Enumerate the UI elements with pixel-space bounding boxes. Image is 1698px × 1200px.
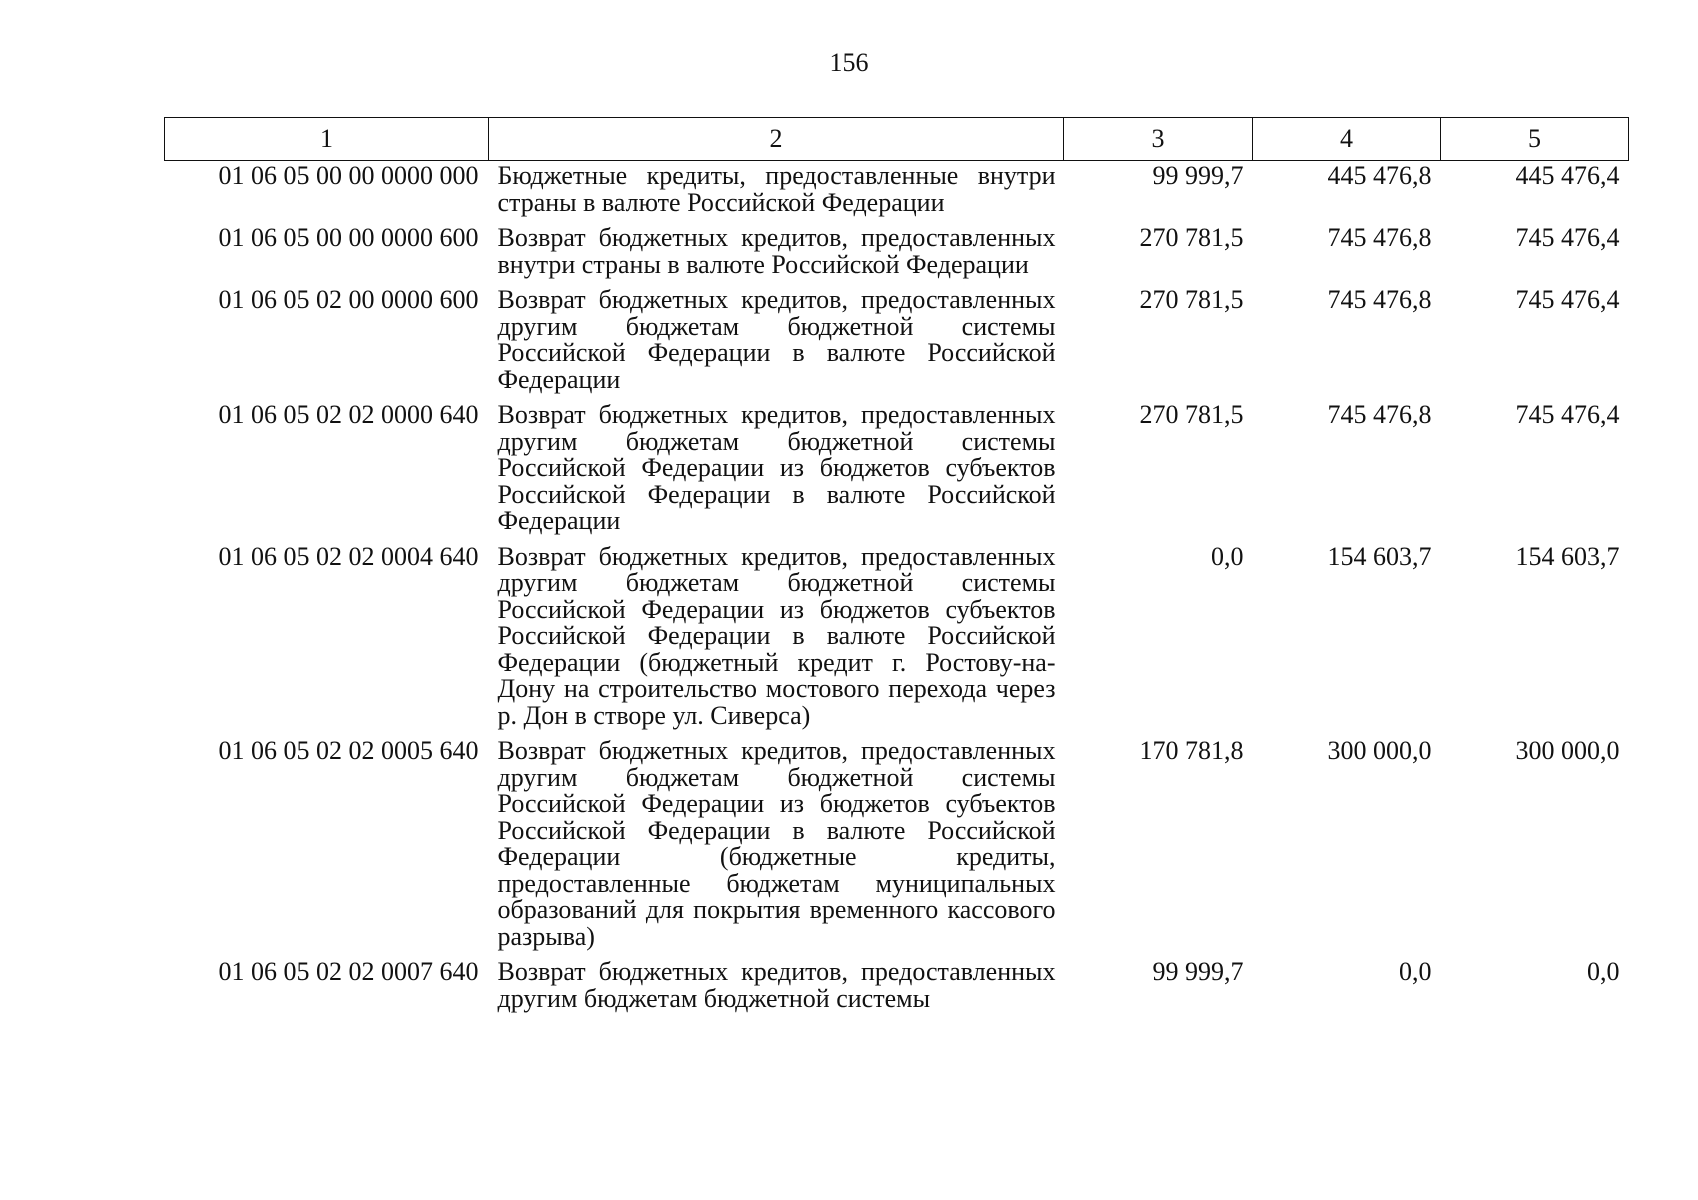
value-col-3: 99 999,7 (1152, 161, 1244, 190)
budget-code: 01 06 05 02 00 0000 600 (218, 285, 479, 314)
value-col-4: 300 000,0 (1327, 736, 1432, 765)
column-header-4: 4 (1253, 118, 1441, 161)
table-row (165, 287, 1629, 402)
row-description: Возврат бюджетных кредитов, предоставленных другим бюджетам бюджетной системы Российской Федерации из бюджетов субъектов Российской Федерации в валюте Российской Федерации (бюджетный кредит г. Ростову-на-Дону на строительство мостового перехода через р. Дон в створе ул. Сиверса) (497, 541, 1056, 730)
page-number: 156 (829, 48, 869, 77)
row-description: Возврат бюджетных кредитов, предоставленных другим бюджетам бюджетной системы Российской Федерации из бюджетов субъектов Российской Федерации в валюте Российской Федерации (497, 400, 1056, 535)
table-row (165, 402, 1629, 544)
row-description: Бюджетные кредиты, предоставленные внутри страны в валюте Российской Федерации (497, 161, 1056, 217)
value-col-5: 745 476,4 (1515, 400, 1620, 429)
column-header-2: 2 (489, 118, 1064, 161)
value-col-5: 300 000,0 (1515, 736, 1620, 765)
header-row (165, 118, 1629, 161)
value-col-4: 0,0 (1399, 957, 1432, 986)
budget-code: 01 06 05 02 02 0005 640 (218, 736, 479, 765)
table-row (165, 161, 1629, 226)
table-row (165, 959, 1629, 1021)
table-row (165, 738, 1629, 959)
value-col-3: 270 781,5 (1139, 400, 1244, 429)
value-col-3: 270 781,5 (1139, 223, 1244, 252)
row-description: Возврат бюджетных кредитов, предоставленных другим бюджетам бюджетной системы Российской Федерации в валюте Российской Федерации (497, 285, 1056, 394)
value-col-3: 99 999,7 (1152, 957, 1244, 986)
budget-code: 01 06 05 00 00 0000 000 (218, 161, 479, 190)
budget-sources-table (164, 117, 1629, 1021)
row-description: Возврат бюджетных кредитов, предоставленных другим бюджетам бюджетной системы (497, 957, 1056, 1013)
value-col-3: 270 781,5 (1139, 285, 1244, 314)
row-description: Возврат бюджетных кредитов, предоставленных внутри страны в валюте Российской Федерации (497, 223, 1056, 279)
table-body (165, 161, 1629, 1022)
value-col-4: 445 476,8 (1327, 161, 1432, 190)
value-col-4: 154 603,7 (1327, 541, 1432, 571)
table-row (165, 225, 1629, 287)
column-header-5: 5 (1441, 118, 1629, 161)
value-col-5: 154 603,7 (1515, 541, 1620, 571)
value-col-3: 170 781,8 (1139, 736, 1244, 765)
value-col-4: 745 476,8 (1327, 400, 1432, 429)
value-col-5: 0,0 (1587, 957, 1620, 986)
table-row (165, 544, 1629, 739)
value-col-4: 745 476,8 (1327, 223, 1432, 252)
budget-code: 01 06 05 02 02 0007 640 (218, 957, 479, 986)
column-header-3: 3 (1064, 118, 1253, 161)
budget-code: 01 06 05 02 02 0000 640 (218, 400, 479, 429)
value-col-3: 0,0 (1211, 541, 1244, 571)
budget-code: 01 06 05 02 02 0004 640 (218, 541, 479, 571)
column-header-1: 1 (165, 118, 489, 161)
value-col-5: 745 476,4 (1515, 285, 1620, 314)
value-col-4: 745 476,8 (1327, 285, 1432, 314)
table-header (165, 118, 1629, 161)
value-col-5: 445 476,4 (1515, 161, 1620, 190)
value-col-5: 745 476,4 (1515, 223, 1620, 252)
budget-code: 01 06 05 00 00 0000 600 (218, 223, 479, 252)
row-description: Возврат бюджетных кредитов, предоставленных другим бюджетам бюджетной системы Российской Федерации из бюджетов субъектов Российской Федерации в валюте Российской Федерации (бюджетные кредиты, предоставленные бюджетам муниципальных образований для покрытия временного кассового разрыва) (497, 736, 1056, 951)
